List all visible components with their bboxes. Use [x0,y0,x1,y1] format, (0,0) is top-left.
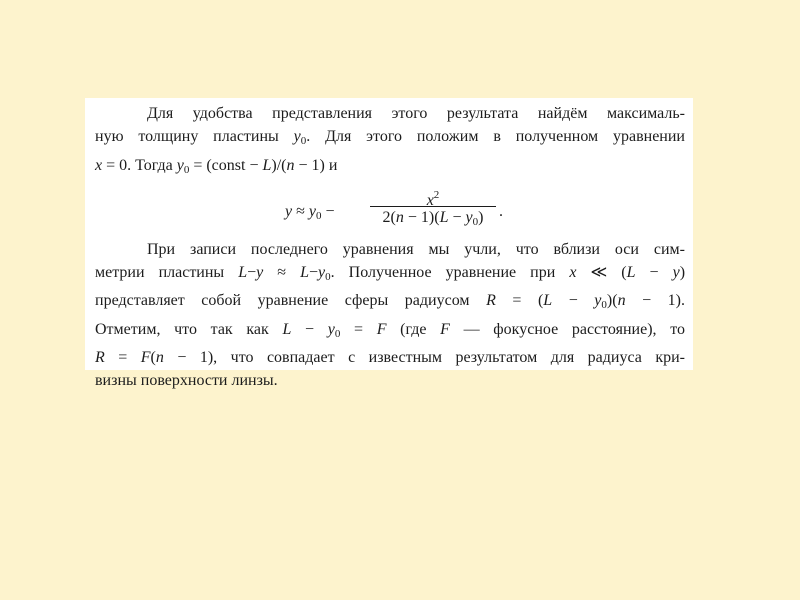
p2-line-4 [95,318,685,346]
var-y: y [594,292,602,310]
p1-line-2-text-b: . Для этого положим в полученном уравнении [306,128,685,146]
p2-line-6 [95,369,685,392]
var-L: L [439,208,449,226]
var-L: L [626,264,636,282]
p2-line-2-text-a: метрии пластины [95,264,239,282]
p1-line-3-text-c: )/( [271,156,287,174]
var-L: L [262,156,272,174]
var-R: R [95,349,105,367]
fraction-numerator [370,184,496,209]
p1-line-3-text-d: − 1) и [294,156,338,174]
var-F: F [376,320,387,338]
p2-line-4-text-e: — фокусное расстояние), то [449,320,685,338]
p1-line-3-text-b: = (const − [189,156,263,174]
p2-line-4-text-d: (где [386,320,441,338]
var-F: F [440,320,450,338]
var-L: L [543,292,553,310]
p2-line-1 [95,238,685,261]
var-n: n [395,208,404,226]
var-L: L [282,320,292,338]
p1-line-1 [95,102,685,125]
p2-line-2-text-g: − [635,264,673,282]
p1-line-3 [95,154,685,182]
formula-period: . [499,202,503,220]
subscript-0: 0 [300,135,307,148]
fraction [370,184,496,229]
p2-line-3-text-a: представляет собой уравнение сферы радиусом [95,292,487,310]
subscript-0: 0 [316,209,322,222]
fraction-denominator [370,207,496,229]
p2-line-4-text-c: = [340,320,377,338]
var-x: x [95,156,103,174]
var-n: n [286,156,295,174]
p2-line-2 [95,261,685,289]
var-x: x [426,191,434,209]
p2-line-2-text-b: − [247,264,257,282]
p2-line-3-text-e: − 1). [625,292,685,310]
var-y: y [176,156,184,174]
subscript-0: 0 [472,215,479,228]
p2-line-3 [95,289,685,317]
var-y: y [465,208,473,226]
subscript-0: 0 [334,327,341,340]
p2-line-5 [95,346,685,369]
p2-line-6-text: визны поверхности линзы. [95,372,278,390]
p2-line-2-text-d: − [309,264,319,282]
p1-line-3-text-a: = 0. Тогда [102,156,177,174]
approx-sign: ≈ [292,202,309,220]
var-y: y [672,264,680,282]
var-n: n [155,349,164,367]
p2-line-2-text-c: ≈ [263,264,301,282]
var-F: F [140,349,151,367]
p2-line-1-text: При записи последнего уравнения мы учли, что вблизи оси сим- [147,240,685,258]
var-L: L [238,264,248,282]
subscript-0: 0 [325,271,331,284]
p1-line-2-text-a: ную толщину пластины [95,128,294,146]
p2-line-5-text-b: ( [150,349,156,367]
superscript-2: 2 [433,188,440,201]
p2-line-3-text-d: )( [606,292,618,310]
var-y: y [327,320,335,338]
var-y: y [256,264,264,282]
p2-line-3-text-b: = ( [495,292,544,310]
var-y: y [318,264,326,282]
display-formula [95,184,685,234]
var-y: y [293,128,301,146]
subscript-0: 0 [183,163,190,176]
p2-line-5-text-c: − 1), что совпадает с известным результатом для радиуса кри- [163,349,686,367]
paragraph-2 [95,238,685,393]
var-L: L [300,264,310,282]
text-excerpt [85,98,693,390]
p2-line-2-text-e: . Полученное уравнение при [330,264,570,282]
den-text-b: − 1)( [403,208,440,226]
formula-lhs [285,200,335,228]
var-n: n [617,292,626,310]
den-text-a: 2( [382,208,396,226]
p1-line-1-text: Для удобства представления этого результата найдём максималь- [147,105,685,122]
p1-line-2 [95,125,685,153]
var-R: R [486,292,496,310]
minus-sign: − [321,202,335,220]
p2-line-4-text-b: − [291,320,328,338]
var-y: y [308,202,316,220]
p2-line-2-text-f: ≪ ( [576,264,627,282]
subscript-0: 0 [601,299,607,312]
p2-line-3-text-c: − [552,292,595,310]
den-text-d: ) [478,208,484,226]
paragraph-1 [95,102,685,182]
p2-line-4-text-a: Отметим, что так как [95,320,283,338]
p2-line-2-text-h: ) [679,264,686,282]
var-y: y [285,202,293,220]
den-text-c: − [448,208,466,226]
p2-line-5-text-a: = [104,349,141,367]
var-x: x [569,264,577,282]
